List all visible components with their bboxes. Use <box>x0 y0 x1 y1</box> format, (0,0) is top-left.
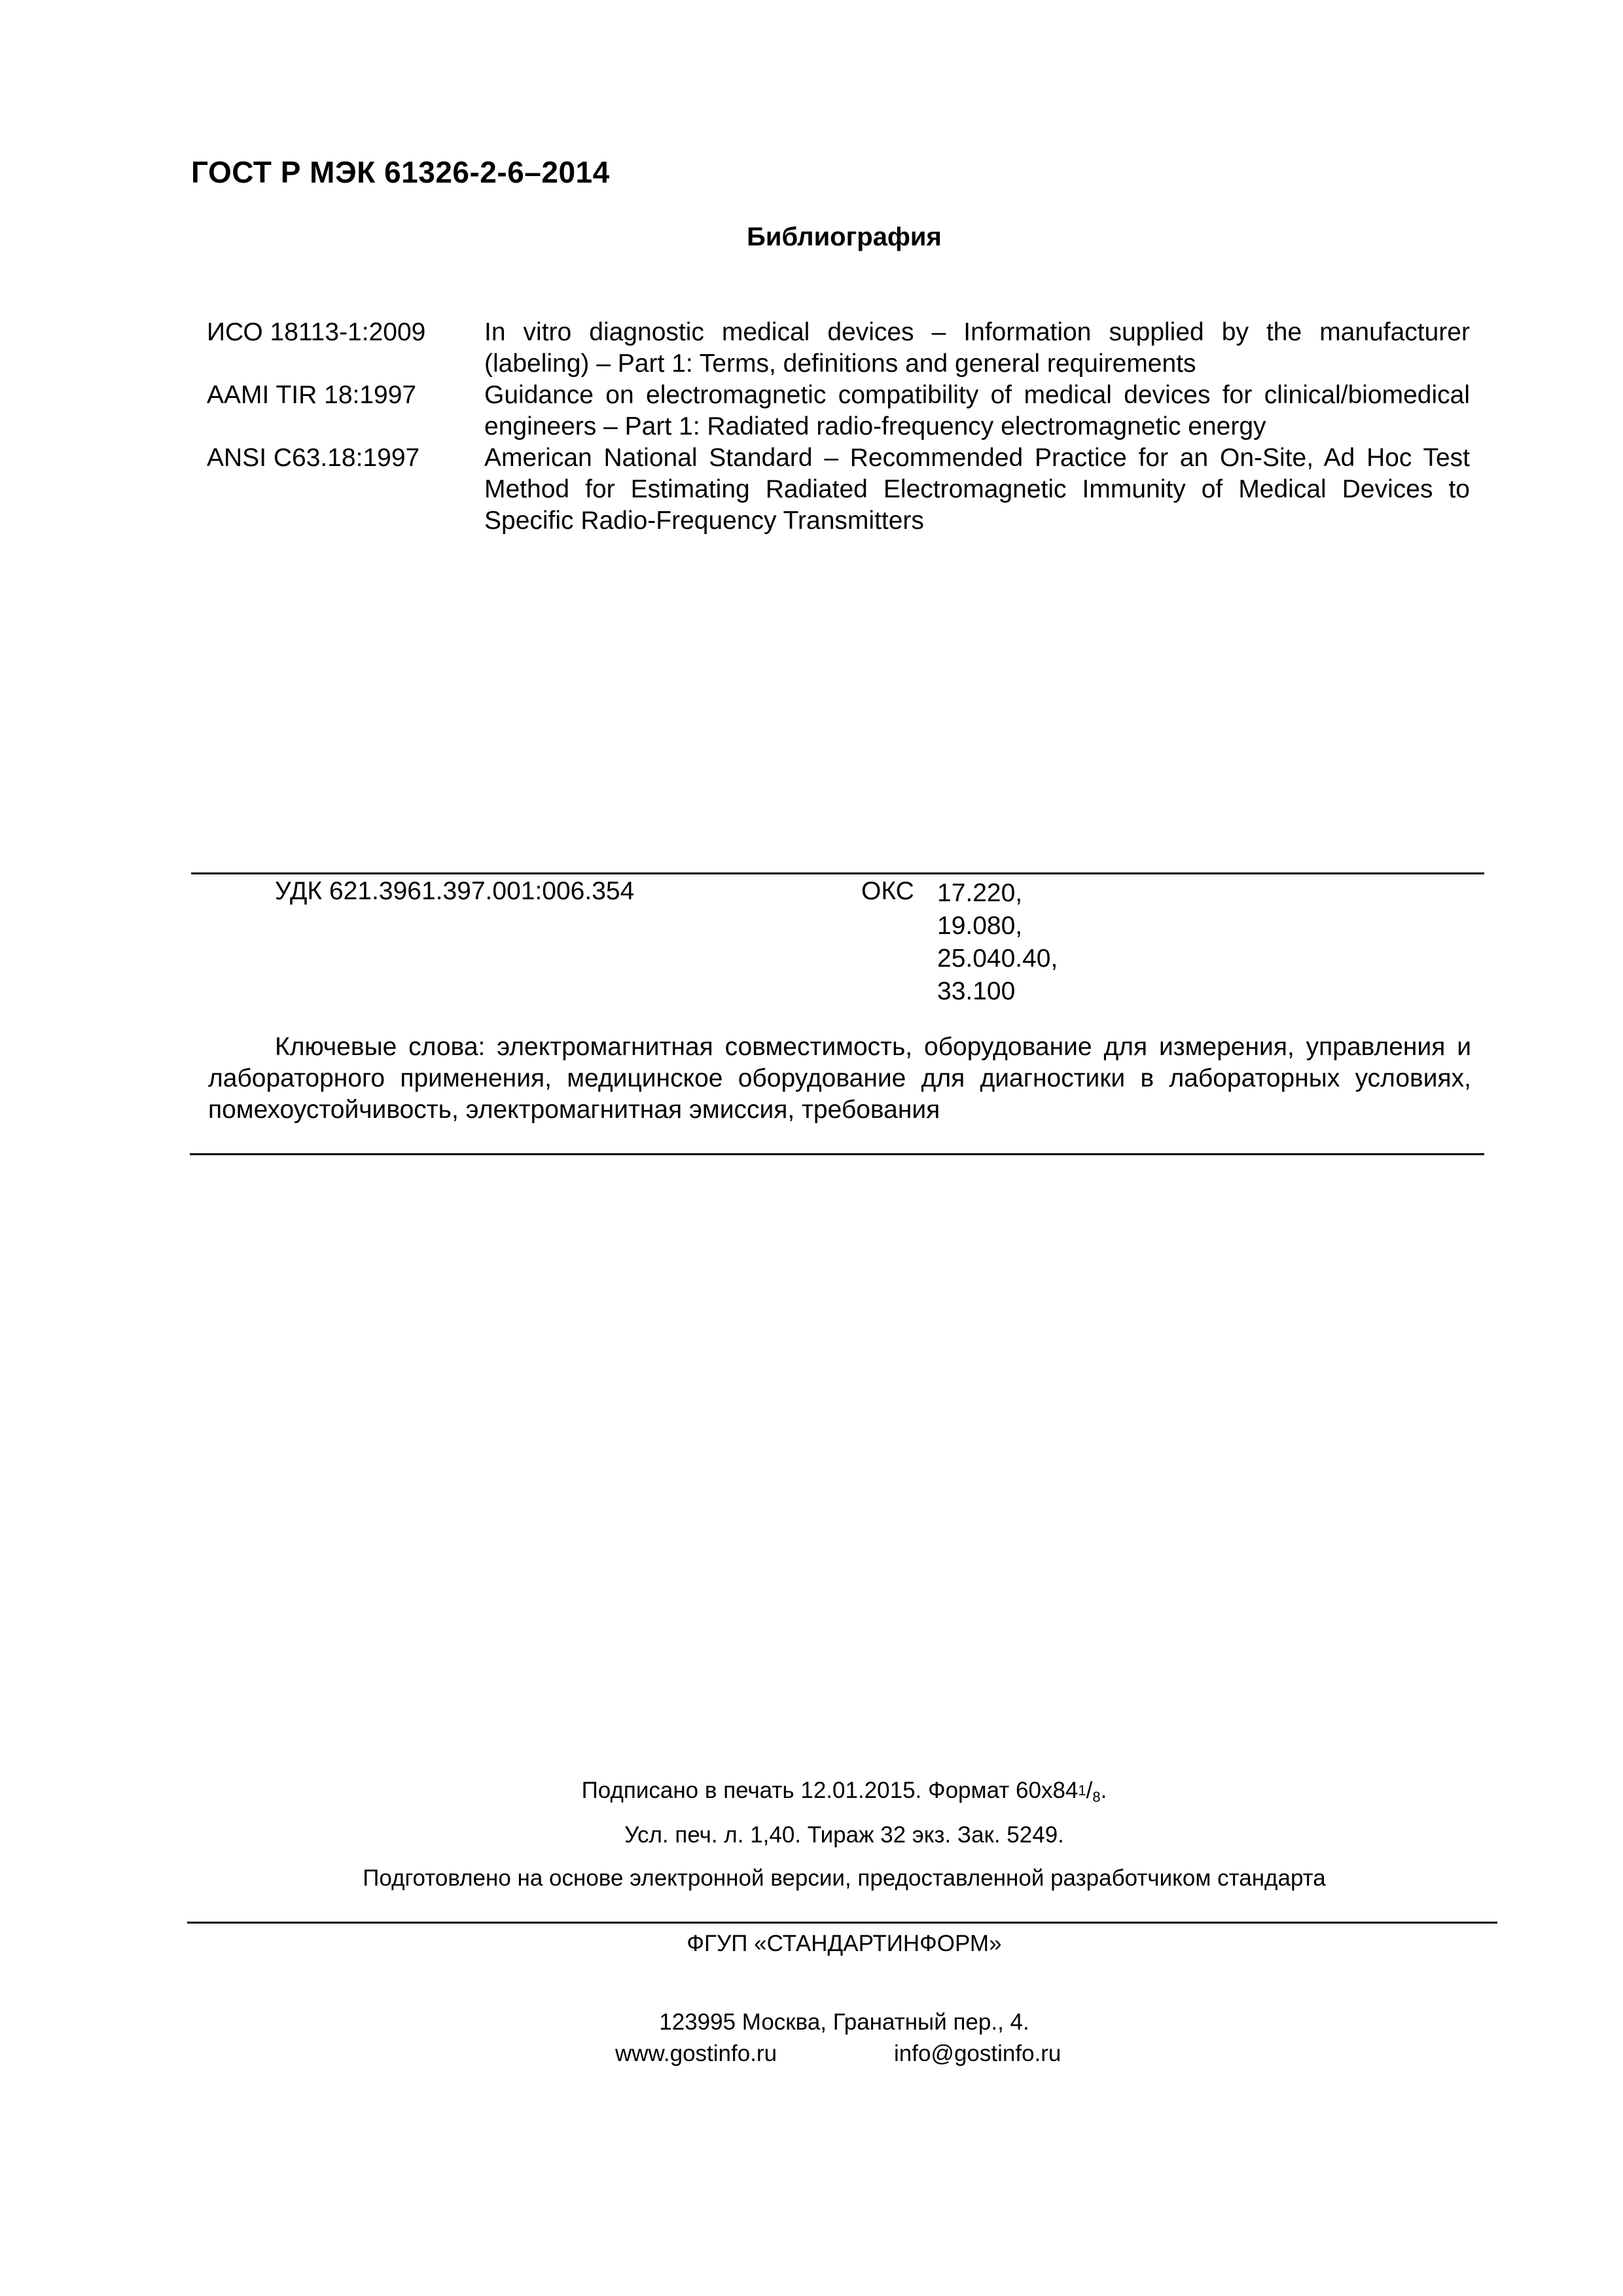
bibliography-title: Библиография <box>747 223 942 251</box>
oks-code: 25.040.40, <box>937 944 1058 973</box>
bibliography-entry <box>207 442 1470 537</box>
bibliography-entry <box>207 380 1470 442</box>
udk-code: УДК 621.3961.397.001:006.354 <box>275 877 635 905</box>
prepared-note: Подготовлено на основе электронной версии, предоставленной разработчиком стандарта <box>363 1865 1326 1891</box>
bibliography-code: AAMI TIR 18:1997 <box>207 381 417 409</box>
format-numerator: 1 <box>1078 1782 1086 1799</box>
publisher-rule <box>187 1922 1497 1924</box>
oks-code: 33.100 <box>937 977 1016 1005</box>
bibliography-code: ИСО 18113-1:2009 <box>207 318 426 346</box>
bibliography-text: Guidance on electromagnetic compatibility of medical devices for clinical/biomedical engineers – Part 1: Radiated radio-frequency electromagnetic energy <box>484 381 1470 440</box>
bibliography-code: ANSI C63.18:1997 <box>207 444 420 472</box>
signed-to-print-text: Подписано в печать 12.01.2015. Формат 60x84 <box>581 1778 1079 1803</box>
format-end: . <box>1100 1778 1107 1803</box>
oks-code: 19.080, <box>937 912 1023 940</box>
publisher-email: info@gostinfo.ru <box>894 2041 1061 2066</box>
bibliography-text: American National Standard – Recommended Practice for an On-Site, Ad Hoc Test Method for Estimating Radiated Electromagnetic Immunity of Medical Devices to Specific Radio-Frequency Transmitters <box>484 444 1470 535</box>
publisher-name: ФГУП «СТАНДАРТИНФОРМ» <box>687 1931 1002 1956</box>
signed-to-print-line <box>0 1778 1623 1804</box>
publisher-address: 123995 Москва, Гранатный пер., 4. <box>659 2009 1029 2035</box>
print-details: Усл. печ. л. 1,40. Тираж 32 экз. Зак. 5249. <box>624 1822 1064 1848</box>
classification-top-rule <box>191 872 1484 874</box>
keywords-bottom-rule <box>190 1153 1484 1155</box>
document-code: ГОСТ Р МЭК 61326-2-6–2014 <box>191 155 610 189</box>
oks-code: 17.220, <box>937 879 1023 907</box>
publisher-website: www.gostinfo.ru <box>615 2041 777 2066</box>
keywords-paragraph: Ключевые слова: электромагнитная совместимость, оборудование для измерения, управления и лабораторного применения, медицинское оборудование для диагностики в лабораторных условиях, помехоустойчивость, электромагнитная эмиссия, требования <box>208 1033 1471 1124</box>
bibliography-text: In vitro diagnostic medical devices – Information supplied by the manufacturer (labeling) – Part 1: Terms, definitions and general requirements <box>484 318 1470 378</box>
bibliography-list <box>207 317 1470 537</box>
format-denominator: 8 <box>1092 1789 1101 1805</box>
bibliography-entry <box>207 317 1470 380</box>
oks-label: ОКС <box>861 877 914 905</box>
oks-codes <box>937 877 1058 1008</box>
format-slash: / <box>1086 1778 1093 1803</box>
